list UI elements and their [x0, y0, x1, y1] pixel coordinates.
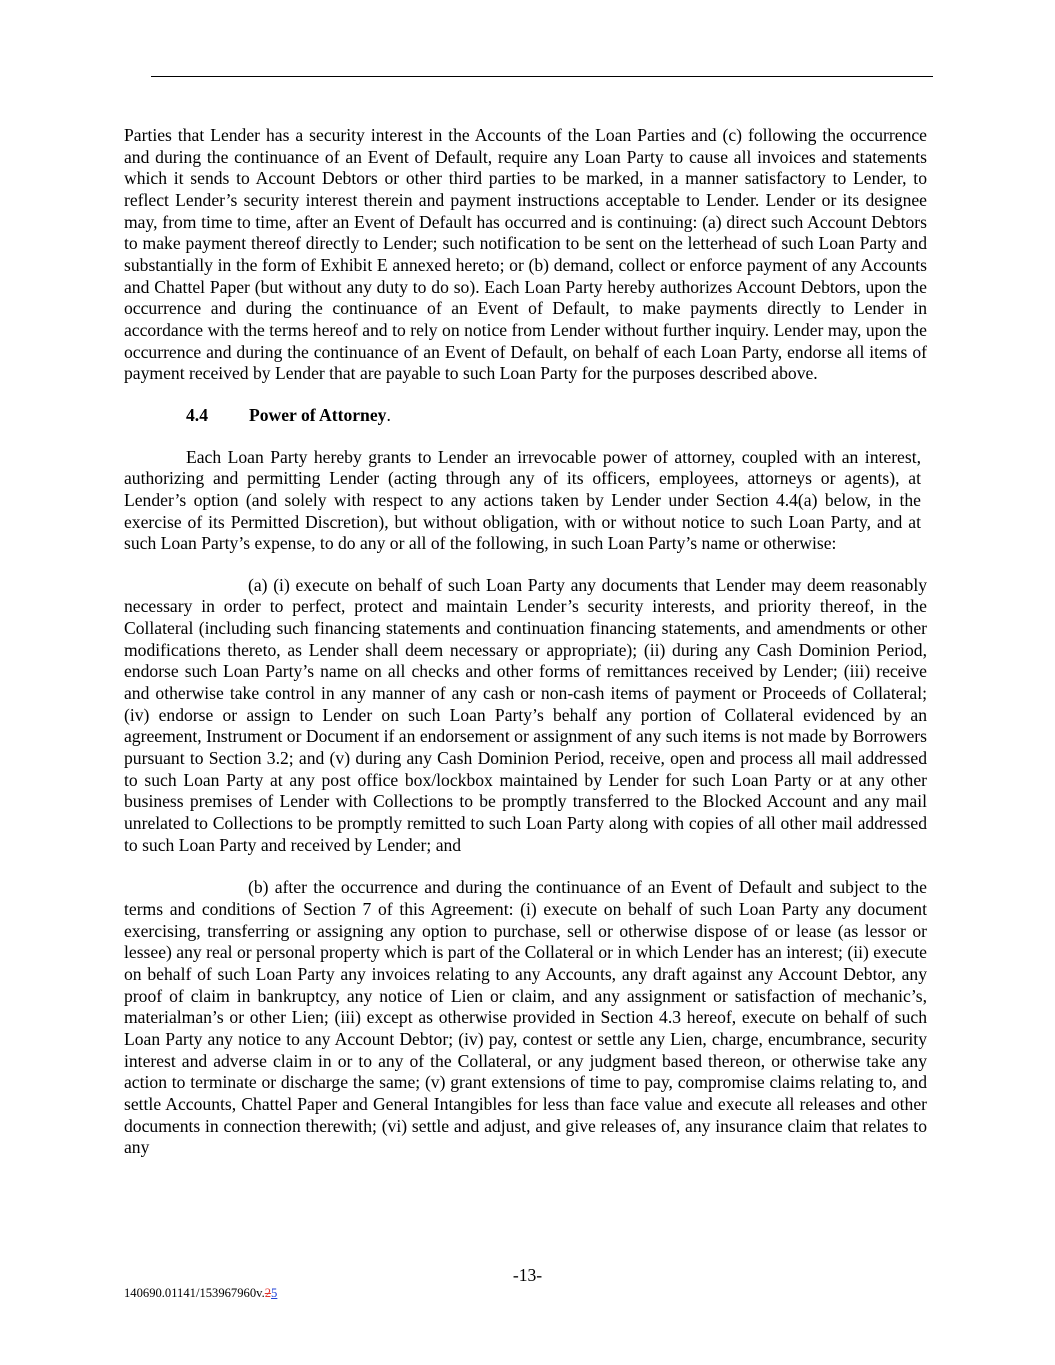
continuation-paragraph: Parties that Lender has a security interest in the Accounts of the Loan Parties and (c) following the occurrence and during the continuance of an Event of Default, require any Loan Party to cause all invoices and statements which it sends to Account Debtors or other third parties to be marked, in a manner satisfactory to Lender, to reflect Lender’s security interest therein and payment instructions acceptable to Lender. Lender or its designee may, from time to time, after an Event of Default has occurred and is continuing: (a) direct such Account Debtors to make payment thereof directly to Lender; such notification to be sent on the letterhead of such Loan Party and substantially in the form of Exhibit E annexed hereto; or (b) demand, collect or enforce payment of any Accounts and Chattel Paper (but without any duty to do so). Each Loan Party hereby authorizes Account Debtors, upon the occurrence and during the continuance of an Event of Default, to make payments directly to Lender in accordance with the terms hereof and to rely on notice from Lender without further inquiry. Lender may, upon the occurrence and during the continuance of an Event of Default, on behalf of each Loan Party, endorse all items of payment received by Lender that are payable to such Loan Party for the purposes described above. — [124, 125, 927, 384]
page-number — [0, 1265, 1055, 1286]
doc-id-deleted-version: 2 — [264, 1286, 272, 1300]
section-title-period: . — [386, 404, 391, 425]
doc-id-inserted-version: 5 — [271, 1286, 278, 1300]
document-id-footer — [124, 1286, 277, 1301]
clause-b-paragraph: (b) after the occurrence and during the continuance of an Event of Default and subject to the terms and conditions of Section 7 of this Agreement: (i) execute on behalf of such Loan Party any document exercising, transferring or assigning any option to purchase, sell or otherwise dispose of or lease (as lessor or lessee) any real or personal property which is part of the Collateral or in which Lender has an interest; (ii) execute on behalf of such Loan Party any invoices relating to any Accounts, any draft against any Account Debtor, any proof of claim in bankruptcy, any notice of Lien or claim, and any assignment or satisfaction of mechanic’s, materialman’s or other Lien; (iii) except as otherwise provided in Section 4.3 hereof, execute on behalf of such Loan Party any notice to any Account Debtor; (iv) pay, contest or settle any Lien, charge, encumbrance, security interest and adverse claim in or to any of the Collateral, or any judgment based thereon, or otherwise take any action to terminate or discharge the same; (v) grant extensions of time to pay, compromise claims relating to, and settle Accounts, Chattel Paper and General Intangibles for less than face value and execute all releases and other documents in connection therewith; (vi) settle and adjust, and give releases of, any insurance claim that relates to any — [124, 877, 927, 1158]
document-body — [124, 125, 927, 1159]
page-number-text: -13- — [512, 1265, 543, 1285]
section-title: Power of Attorney — [249, 404, 387, 425]
section-number: 4.4 — [186, 404, 208, 425]
header-rule — [151, 76, 933, 77]
doc-id-base: 140690.01141/153967960v. — [124, 1286, 265, 1300]
section-heading — [124, 405, 927, 427]
clause-a-paragraph: (a) (i) execute on behalf of such Loan Party any documents that Lender may deem reasonably necessary in order to perfect, protect and maintain Lender’s security interests, and priority thereof, in the Collateral (including such financing statements and continuation financing statements, and amendments or other modifications thereto, as Lender shall deem necessary or appropriate); (ii) during any Cash Dominion Period, endorse such Loan Party’s name on all checks and other forms of remittances received by Lender; (iii) receive and otherwise take control in any manner of any cash or non-cash items of payment or Proceeds of Collateral; (iv) endorse or assign to Lender on such Loan Party’s behalf any portion of Collateral evidenced by an agreement, Instrument or Document if an endorsement or assignment of any such items is not made by Borrowers pursuant to Section 3.2; and (v) during any Cash Dominion Period, receive, open and process all mail addressed to such Loan Party at any post office box/lockbox maintained by Lender for such Loan Party or at any other business premises of Lender with Collections to be promptly transferred to the Blocked Account and any mail unrelated to Collections to be promptly remitted to such Loan Party along with copies of all other mail addressed to such Loan Party and received by Lender; and — [124, 574, 927, 855]
intro-paragraph: Each Loan Party hereby grants to Lender an irrevocable power of attorney, coupled with an interest, authorizing and permitting Lender (acting through any of its officers, employees, attorneys or agents), at Lender’s option (and solely with respect to any actions taken by Lender under Section 4.4(a) below, in the exercise of its Permitted Discretion), but without obligation, with or without notice to such Loan Party, and at such Loan Party’s expense, to do any or all of the following, in such Loan Party’s name or otherwise: — [124, 446, 921, 554]
